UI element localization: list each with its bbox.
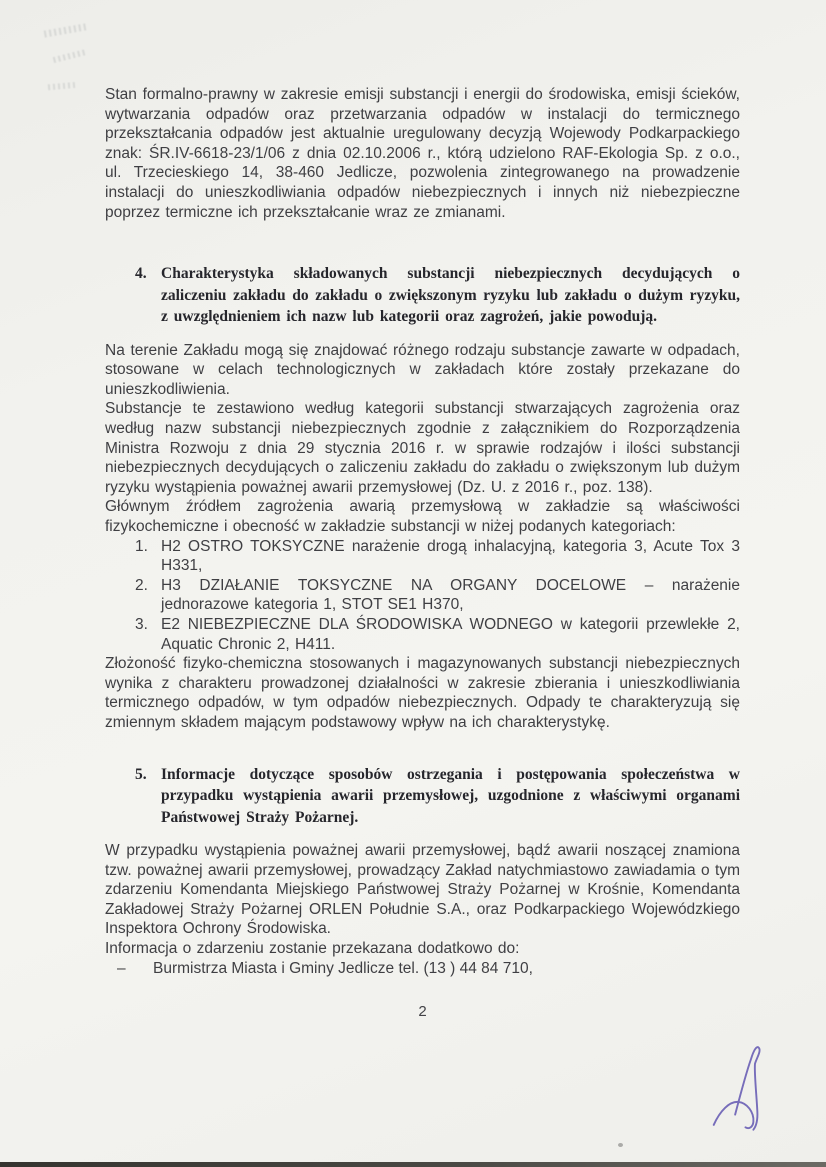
pencil-smudge [53,49,87,63]
scan-speck [618,1143,623,1147]
page-number: 2 [418,1003,427,1021]
list-item-number: 1. [135,537,148,555]
section-title: Informacje dotyczące sposobów ostrzegania i postępowania społeczeństwa w przypadku wystąpienia awarii przemysłowej, uzgodnione z właściwymi organami Państwowej Straży Pożarnej. [161,765,740,826]
paragraph: W przypadku wystąpienia poważnej awarii przemysłowej, bądź awarii noszącej znamiona tzw. poważnej awarii przemysłowej, prowadzący Zakład natychmiastowo zawiadamia o tym zdarzeniu Komendanta Miejskiego Państwowej Straży Pożarnej w Krośnie, Komendanta Zakładowej Straży Pożarnej ORLEN Południe S.A., oraz Podkarpackiego Wojewódzkiego Inspektora Ochrony Środowiska. [105,842,740,938]
section-heading-5 [135,764,740,829]
scan-edge [0,1162,826,1167]
section-number: 4. [135,265,147,283]
handwritten-signature [701,1026,801,1158]
list-item-text: Burmistrza Miasta i Gminy Jedlicze tel. (13 ) 44 84 710, [153,959,533,977]
intro-paragraph: Stan formalno-prawny w zakresie emisji substancji i energii do środowiska, emisji ścieków, wytwarzania odpadów oraz przetwarzania odpadów w instalacji do termicznego przekształcania odpadów jest aktualnie uregulowany decyzją Wojewody Podkarpackiego znak: ŚR.IV-6618-23/1/06 z dnia 02.10.2006 r., którą udzielono RAF-Ekologia Sp. z o.o., ul. Trzecieskiego 14, 38-460 Jedlicze, pozwolenia zintegrowanego na prowadzenie instalacji do unieszkodliwiania odpadów niebezpiecznych i innych niż niebezpieczne poprzez termiczne ich przekształcanie wraz ze zmianami. [105,86,740,221]
paragraph: Złożoność fizyko-chemiczna stosowanych i magazynowanych substancji niebezpiecznych wynika z charakteru prowadzonej działalności w zakresie zbierania i unieszkodliwiania termicznego odpadów, w tym odpadów niebezpiecznych. Odpady te charakteryzują się zmiennym składem mającym podstawowy wpływ na ich charakterystykę. [105,655,740,731]
dash-bullet: – [117,959,126,977]
list-item [135,537,740,576]
pencil-smudge [48,82,78,91]
section-title: Charakterystyka składowanych substancji niebezpiecznych decydujących o zaliczeniu zakładu do zakładu o zwiększonym ryzyku lub zakładu o dużym ryzyku, z uwzględnieniem ich nazw lub kategorii oraz zagrożeń, jakie powodują. [161,265,740,326]
section-number: 5. [135,765,147,783]
paragraph: Na terenie Zakładu mogą się znajdować różnego rodzaju substancje zawarte w odpadach, stosowane w celach technologicznych w zakładach które zostały przekazane do unieszkodliwienia. [105,341,740,398]
list-item-text: H2 OSTRO TOKSYCZNE narażenie drogą inhalacyjną, kategoria 3, Acute Tox 3 H331, [161,537,740,575]
pencil-smudge [44,23,87,37]
paragraph: Substancje te zestawiono według kategorii substancji stwarzających zagrożenia oraz według nazw substancji niebezpiecznych zgodnie z załącznikiem do Rozporządzenia Ministra Rozwoju z dnia 29 stycznia 2016 r. w sprawie rodzajów i ilości substancji niebezpiecznych decydujących o zaliczeniu zakładu do zakładu o zwiększonym lub dużym ryzyku wystąpienia poważnej awarii przemysłowej (Dz. U. z 2016 r., poz. 138). [105,400,740,496]
list-item [117,959,740,979]
list-item-number: 2. [135,576,148,594]
list-item [135,576,740,615]
paragraph: Informacja o zdarzeniu zostanie przekazana dodatkowo do: [105,940,520,957]
list-item-text: H3 DZIAŁANIE TOKSYCZNE NA ORGANY DOCELOWE – narażenie jednorazowe kategoria 1, STOT SE1 H370, [161,576,740,614]
document-content [105,85,740,1022]
section-heading-4 [135,263,740,328]
paragraph: Głównym źródłem zagrożenia awarią przemysłową w zakładzie są właściwości fizykochemiczne i obecność w zakładzie substancji w niżej podanych kategoriach: [105,498,740,535]
list-item-number: 3. [135,615,148,633]
list-item [135,615,740,654]
list-item-text: E2 NIEBEZPIECZNE DLA ŚRODOWISKA WODNEGO w kategorii przewlekłe 2, Aquatic Chronic 2, H411. [161,615,740,653]
